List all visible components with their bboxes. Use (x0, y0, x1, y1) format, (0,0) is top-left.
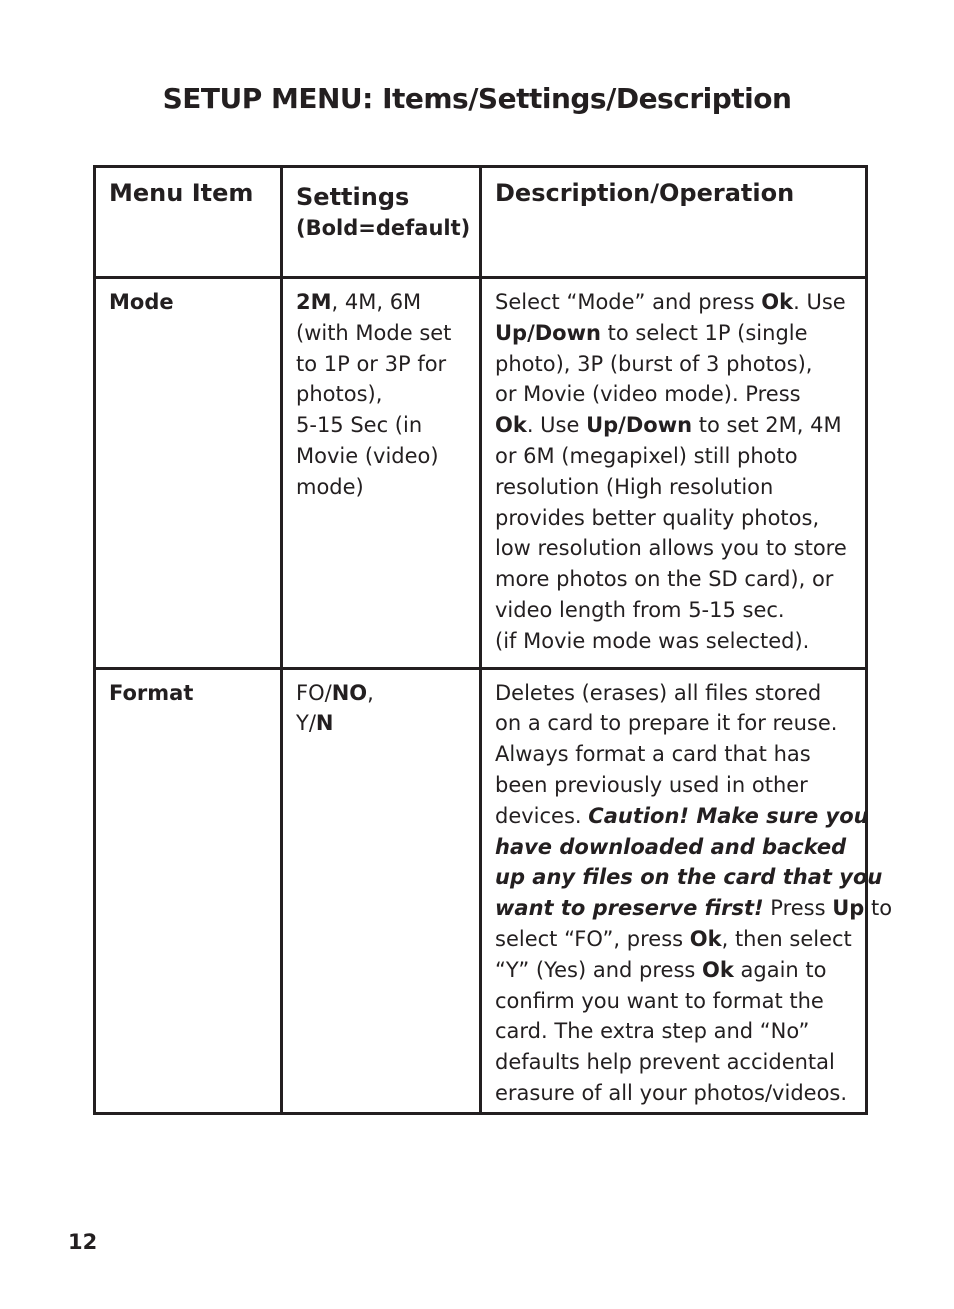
text-line (296, 318, 469, 349)
row-description-cell (481, 668, 893, 1113)
text-run: low resolution allows you to store (495, 536, 847, 561)
text-run: Up/Down (495, 320, 601, 345)
row-settings-cell (282, 668, 481, 1113)
page-title: SETUP MENU: Items/Settings/Description (162, 82, 792, 115)
text-run: to 1P or 3P for (296, 351, 447, 376)
text-run: 2M (296, 290, 332, 314)
text-line (495, 626, 855, 657)
text-run: resolution (High resolution (495, 474, 774, 499)
text-line (495, 986, 855, 1017)
text-run: N (315, 711, 334, 736)
text-line (495, 862, 883, 893)
row-description-text (495, 678, 893, 1109)
text-line (495, 924, 855, 955)
text-run: or Movie (video mode). Press (495, 382, 801, 407)
text-run: Ok (495, 413, 527, 438)
text-run: (if Movie mode was selected). (495, 628, 810, 653)
header-description: Description/Operation (495, 179, 795, 207)
text-run: video length from 5-15 sec. (495, 597, 785, 622)
text-run: , 4M, 6M (331, 290, 422, 314)
row-settings-text (296, 287, 469, 503)
text-run: defaults help prevent accidental (495, 1050, 835, 1075)
setup-menu-table (93, 165, 893, 1115)
text-line (495, 318, 855, 349)
text-run: 5-15 Sec (in (296, 413, 423, 438)
page-number: 12 (68, 1230, 98, 1254)
text-line (495, 410, 855, 441)
header-settings: Settings (296, 183, 410, 211)
text-line (495, 955, 855, 986)
row-description-cell (481, 278, 867, 669)
text-line (495, 287, 855, 318)
header-menu-item-cell (95, 167, 282, 278)
text-line (495, 503, 855, 534)
text-run: Press (763, 896, 833, 921)
header-description-cell (481, 167, 867, 278)
text-run: . Use (526, 413, 587, 438)
text-run: to select 1P (single (600, 320, 808, 345)
row-settings-text (296, 678, 469, 740)
text-run: or 6M (megapixel) still photo (495, 443, 798, 468)
header-menu-item: Menu Item (109, 179, 254, 207)
text-line (495, 349, 855, 380)
table-header-row (95, 167, 867, 278)
row-item-label: Mode (109, 290, 174, 314)
text-run: up any files on the card that you (495, 865, 883, 890)
text-run: , then select (721, 926, 852, 951)
text-run: (with Mode set (296, 320, 452, 345)
text-run: FO/ (296, 680, 332, 705)
table-row-mode (95, 278, 867, 669)
text-line (495, 1047, 855, 1078)
text-line (495, 564, 855, 595)
text-run: to set 2M, 4M (692, 413, 842, 438)
text-run: Y/ (296, 711, 316, 736)
text-line (296, 708, 469, 739)
text-line (296, 472, 469, 503)
text-line (495, 893, 893, 924)
text-run: again to (733, 957, 827, 982)
text-run: Always format a card that has (495, 742, 811, 767)
text-line (495, 1078, 855, 1109)
text-run: mode) (296, 474, 364, 499)
text-run: select “FO”, press (495, 926, 690, 951)
table-row-format (95, 668, 867, 1113)
text-run: Deletes (erases) all files stored (495, 680, 822, 705)
text-run: more photos on the SD card), or (495, 567, 834, 592)
row-item-cell (95, 668, 282, 1113)
text-run: Caution! Make sure you (588, 803, 869, 828)
text-run: Ok (689, 926, 722, 951)
text-line (296, 441, 469, 472)
text-run: have downloaded and backed (495, 834, 847, 859)
text-line (495, 832, 855, 863)
text-line (495, 595, 855, 626)
text-run: photos), (296, 382, 383, 407)
text-run: card. The extra step and “No” (495, 1019, 810, 1044)
text-run: provides better quality photos, (495, 505, 820, 530)
text-line (495, 472, 855, 503)
text-run: to (864, 896, 893, 921)
text-run: erasure of all your photos/videos. (495, 1080, 848, 1105)
text-run: Up (832, 896, 865, 921)
text-line (495, 770, 855, 801)
text-line (495, 1016, 855, 1047)
text-line (296, 678, 469, 709)
row-description-text (495, 287, 855, 657)
text-run: . Use (793, 290, 846, 314)
text-line (495, 533, 855, 564)
text-line (495, 739, 855, 770)
text-line (296, 379, 469, 410)
text-run: NO (331, 680, 368, 705)
text-run: devices. (495, 803, 589, 828)
text-line (495, 708, 855, 739)
text-run: Ok (702, 957, 734, 982)
text-run: been previously used in other (495, 772, 808, 797)
header-settings-cell (282, 167, 481, 278)
text-line (296, 349, 469, 380)
text-run: want to preserve first! (495, 896, 764, 921)
row-item-cell (95, 278, 282, 669)
text-run: photo), 3P (burst of 3 photos), (495, 351, 813, 376)
header-settings-note: (Bold=default) (296, 216, 471, 240)
text-run: Select “Mode” and press (495, 290, 762, 314)
row-settings-cell (282, 278, 481, 669)
text-run: , (367, 680, 374, 705)
text-run: Up/Down (586, 413, 693, 438)
text-line (495, 441, 855, 472)
row-item-label: Format (109, 680, 194, 705)
text-run: Ok (761, 290, 794, 314)
text-line (495, 678, 855, 709)
text-line (495, 379, 855, 410)
text-run: confirm you want to format the (495, 988, 824, 1013)
text-line (296, 287, 469, 318)
text-run: “Y” (Yes) and press (495, 957, 703, 982)
text-run: Movie (video) (296, 443, 439, 468)
text-run: on a card to prepare it for reuse. (495, 711, 838, 736)
text-line (495, 801, 869, 832)
text-line (296, 410, 469, 441)
